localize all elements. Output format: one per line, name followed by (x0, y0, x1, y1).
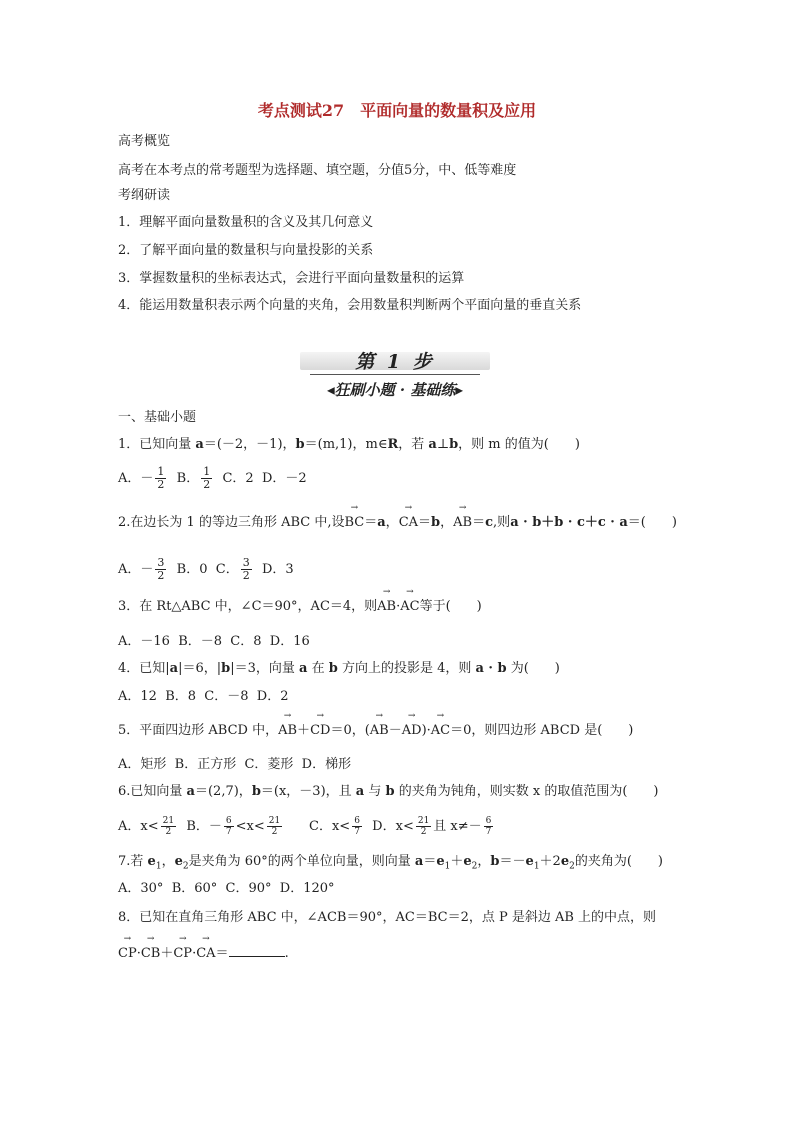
text-span: 2 (165, 827, 172, 837)
text-span: 2 (271, 827, 278, 837)
text-span: 方向上的投影是 4，则 (337, 661, 476, 676)
text-span: ＝(x，－3)，且 (260, 784, 356, 799)
text-span: 为( ) (506, 661, 560, 676)
question-7 (118, 853, 663, 876)
vector-label: → AC (400, 598, 419, 616)
syllabus-item: 1．理解平面向量数量积的含义及其几何意义 (118, 215, 374, 230)
text-span: ＝(m,1)，m∈ (304, 437, 388, 452)
text-span: 21 (268, 816, 281, 826)
text-span: 1 (157, 465, 165, 478)
text-span: ⊥ (436, 437, 450, 452)
text-span: 7 (225, 827, 232, 837)
vector-label: → CD (310, 722, 330, 740)
chevron-right-icon: ▶ (455, 385, 464, 397)
chevron-left-icon: ◀ (326, 385, 335, 397)
text-span: ， (161, 854, 175, 869)
syllabus-heading: 考纲研读 (118, 188, 171, 203)
text-span: ＋ (450, 854, 464, 869)
text-span: 与 (364, 784, 386, 799)
syllabus-item: 3．掌握数量积的坐标表达式，会进行平面向量数量积的运算 (118, 271, 465, 286)
text-span: 4．已知| (118, 661, 170, 676)
fraction (267, 816, 282, 837)
text-span: 在 (307, 661, 329, 676)
text-span: · (136, 946, 141, 961)
subscript: 1 (444, 861, 451, 872)
bold-symbol: a · b (475, 661, 507, 676)
text-span: C．x< (284, 819, 351, 834)
text-span: ＋2 (539, 854, 561, 869)
text-span: ，则 m 的值为( ) (458, 437, 580, 452)
text-span: B．0 C． (168, 562, 239, 577)
text-span: 1 (203, 465, 211, 478)
text-span: 2 (420, 827, 427, 837)
text-span: ＝ (418, 515, 432, 530)
text-span: ＝ (215, 946, 229, 961)
vector-label: → AC (431, 722, 450, 740)
banner-subtitle-row (300, 379, 490, 400)
text-span: 是夹角为 60°的两个单位向量，则向量 (188, 854, 415, 869)
overview-heading: 高考概览 (118, 134, 171, 149)
text-span: ，若 (398, 437, 429, 452)
text-span: 6 (225, 816, 232, 826)
text-span: ＝ (364, 515, 378, 530)
text-span: B． (168, 471, 200, 486)
bold-symbol: a (299, 661, 308, 676)
text-span: . (284, 946, 289, 961)
bold-symbol: a (186, 784, 195, 799)
fraction (484, 816, 494, 837)
answer-blank[interactable] (229, 944, 285, 957)
text-span: ＝0，( (330, 723, 370, 738)
bold-symbol: e (463, 854, 472, 869)
text-span: <x< (235, 819, 265, 834)
text-span: |＝6，| (178, 661, 222, 676)
bold-symbol: a (428, 437, 437, 452)
question-1-options (118, 466, 307, 491)
bold-symbol: b (431, 515, 441, 530)
text-span: ， (385, 515, 399, 530)
text-span: ， (477, 854, 491, 869)
bold-symbol: e (560, 854, 570, 869)
bold-symbol: b (221, 661, 231, 676)
text-span: 等于( ) (419, 599, 482, 614)
question-5-options: A．矩形 B．正方形 C．菱形 D．梯形 (118, 757, 352, 772)
vector-label: → CP (118, 945, 137, 963)
fraction (224, 816, 234, 837)
text-span: 6 (485, 816, 492, 826)
fraction (241, 557, 252, 582)
text-span: 1．已知向量 (118, 437, 196, 452)
bold-symbol: a (195, 437, 204, 452)
text-span: C．2 D．－2 (214, 471, 307, 486)
text-span: 的夹角为钝角，则实数 x 的取值范围为( ) (394, 784, 659, 799)
vector-label: → AB (453, 514, 472, 532)
vector-label: → BC (344, 514, 364, 532)
question-6-options (118, 816, 495, 837)
text-span: ,则 (493, 515, 511, 530)
text-span: 7 (354, 827, 360, 837)
text-span: A．－ (118, 471, 154, 486)
vector-label: → CA (399, 514, 418, 532)
text-span: B．－ (178, 819, 222, 834)
text-span: 3 (242, 556, 250, 569)
bold-symbol: a (377, 515, 386, 530)
page-title: 考点测试27 平面向量的数量积及应用 (257, 101, 537, 120)
text-span: 6.已知向量 (118, 784, 187, 799)
vector-label: → AB (278, 722, 297, 740)
text-span: 5．平面四边形 ABCD 中， (118, 723, 279, 738)
section-heading: 一、基础小题 (118, 410, 197, 425)
text-span: 7 (485, 827, 492, 837)
subscript: 1 (155, 861, 162, 872)
text-span: 2 (157, 478, 165, 491)
text-span: ＝(2,7)， (194, 784, 252, 799)
bold-symbol: e (525, 854, 534, 869)
overview-text: 高考在本考点的常考题型为选择题、填空题，分值5分，中、低等难度 (118, 163, 517, 178)
banner-divider (310, 374, 480, 375)
step-banner (300, 344, 490, 404)
question-8-expression (118, 944, 289, 963)
syllabus-item: 2．了解平面向量的数量积与向量投影的关系 (118, 243, 374, 258)
text-span: 2 (203, 478, 211, 491)
fraction (416, 816, 431, 837)
text-span: · (192, 946, 197, 961)
text-span: 21 (162, 816, 175, 826)
text-span: 2.在边长为 1 的等边三角形 ABC 中,设 (118, 515, 345, 530)
text-span: － (388, 723, 402, 738)
question-8: 8．已知在直角三角形 ABC 中，∠ACB＝90°，AC＝BC＝2，点 P 是斜边 AB 上的中点，则 (118, 910, 657, 925)
vector-label: → CA (196, 945, 215, 963)
bold-symbol: b (328, 661, 338, 676)
question-3-options: A．－16 B．－8 C．8 D．16 (118, 634, 310, 649)
bold-symbol: b (449, 437, 459, 452)
text-span: 的夹角为( ) (574, 854, 663, 869)
subscript: 2 (569, 861, 575, 872)
text-span: ＝－ (499, 854, 526, 869)
question-4-options: A．12 B．8 C．－8 D．2 (118, 689, 289, 704)
bold-symbol: b (295, 437, 305, 452)
text-span: D．x< (363, 819, 414, 834)
question-2-options (118, 557, 294, 582)
subscript: 2 (471, 861, 478, 872)
text-span: D．3 (253, 562, 294, 577)
banner-subtitle: 狂刷小题 · 基础练 (334, 381, 456, 399)
bold-symbol: a (355, 784, 365, 799)
text-span: 且 x≠－ (433, 819, 482, 834)
text-span: ＝ (472, 515, 486, 530)
text-span: ＋ (297, 723, 311, 738)
vector-label: → CB (141, 945, 161, 963)
text-span: ＝0，则四边形 ABCD 是( ) (450, 723, 634, 738)
vector-label: → AB (370, 722, 389, 740)
vector-label: → AB (377, 598, 396, 616)
bold-symbol: e (147, 854, 156, 869)
question-5 (118, 722, 633, 740)
question-1 (118, 436, 580, 454)
text-span: 7.若 (118, 854, 148, 869)
syllabus-item: 4．能运用数量积表示两个向量的夹角，会用数量积判断两个平面向量的垂直关系 (118, 298, 582, 313)
bold-symbol: b (385, 784, 395, 799)
question-3 (118, 598, 482, 616)
text-span: |＝3，向量 (230, 661, 300, 676)
text-span: ＝(－2，－1)， (203, 437, 296, 452)
bold-symbol: a (169, 661, 179, 676)
text-span: 3．在 Rt△ABC 中，∠C＝90°，AC＝4，则 (118, 599, 378, 614)
text-span: )· (421, 723, 431, 738)
text-span: · (396, 599, 401, 614)
bold-symbol: e (174, 854, 183, 869)
text-span: 2 (242, 569, 250, 582)
bold-symbol: a · b＋b · c＋c · a (510, 515, 628, 530)
text-span: ＋ (160, 946, 174, 961)
text-span: ＝( ) (627, 515, 677, 530)
bold-symbol: R (387, 437, 399, 452)
vector-label: → AD (402, 722, 422, 740)
question-6 (118, 783, 658, 801)
text-span: 21 (417, 816, 430, 826)
subscript: 1 (533, 861, 540, 872)
bold-symbol: b (251, 784, 261, 799)
banner-step: 第 1 步 (355, 351, 435, 373)
bold-symbol: e (436, 854, 445, 869)
question-2 (118, 514, 677, 532)
text-span: 3 (157, 556, 165, 569)
text-span: ， (440, 515, 454, 530)
vector-label: → CP (173, 945, 192, 963)
fraction (161, 816, 176, 837)
text-span: 2 (157, 569, 165, 582)
bold-symbol: b (490, 854, 500, 869)
question-7-options: A．30° B．60° C．90° D．120° (118, 881, 335, 896)
bold-symbol: a (414, 854, 424, 869)
text-span: 6 (354, 816, 360, 826)
bold-symbol: c (485, 515, 494, 530)
subscript: 2 (182, 861, 189, 872)
fraction (201, 466, 212, 491)
fraction (155, 557, 166, 582)
question-4 (118, 660, 560, 678)
text-span: ＝ (423, 854, 437, 869)
fraction (155, 466, 166, 491)
text-span: A．x< (118, 819, 159, 834)
text-span: A．－ (118, 562, 154, 577)
fraction (352, 816, 362, 837)
